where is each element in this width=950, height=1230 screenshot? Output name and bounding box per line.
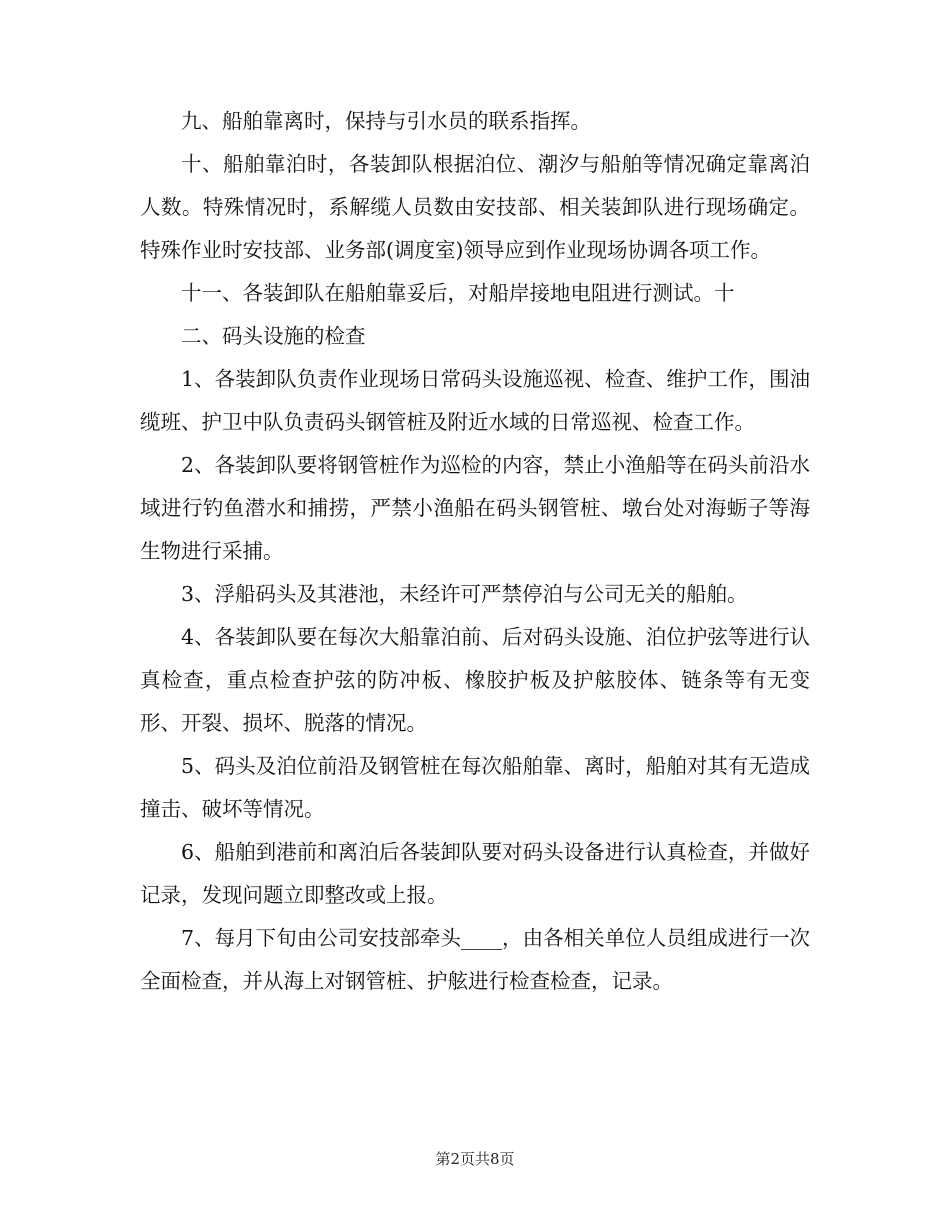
item-6: 6、船舶到港前和离泊后各装卸队要对码头设备进行认真检查，并做好记录，发现问题立即整改或上报。 [140, 840, 810, 907]
item-4: 4、各装卸队要在每次大船靠泊前、后对码头设施、泊位护弦等进行认真检查，重点检查护弦的防冲板、橡胶护板及护舷胶体、链条等有无变形、开裂、损坏、脱落的情况。 [140, 625, 810, 735]
item-1: 1、各装卸队负责作业现场日常码头设施巡视、检查、维护工作，围油缆班、护卫中队负责码头钢管桩及附近水域的日常巡视、检查工作。 [140, 367, 810, 434]
paragraph-9: 九、船舶靠离时，保持与引水员的联系指挥。 [181, 109, 591, 133]
item-5: 5、码头及泊位前沿及钢管桩在每次船舶靠、离时，船舶对其有无造成撞击、破坏等情况。 [140, 754, 810, 821]
page-number: 第2页共8页 [435, 1150, 515, 1168]
document-body [140, 100, 810, 1003]
item-3: 3、浮船码头及其港池，未经许可严禁停泊与公司无关的船舶。 [181, 582, 748, 606]
item-2: 2、各装卸队要将钢管桩作为巡检的内容，禁止小渔船等在码头前沿水域进行钓鱼潜水和捕捞，严禁小渔船在码头钢管桩、墩台处对海蛎子等海生物进行采捕。 [140, 453, 810, 563]
paragraph-10: 十、船舶靠泊时，各装卸队根据泊位、潮汐与船舶等情况确定靠离泊人数。特殊情况时，系解缆人员数由安技部、相关装卸队进行现场确定。特殊作业时安技部、业务部(调度室)领导应到作业现场协调各项工作。 [140, 152, 810, 262]
paragraph-11: 十一、各装卸队在船舶靠妥后，对船岸接地电阻进行测试。十 [181, 281, 735, 305]
item-7: 7、每月下旬由公司安技部牵头____，由各相关单位人员组成进行一次全面检查，并从海上对钢管桩、护舷进行检查检查，记录。 [140, 926, 810, 993]
section-heading-12: 二、码头设施的检查 [181, 324, 366, 348]
